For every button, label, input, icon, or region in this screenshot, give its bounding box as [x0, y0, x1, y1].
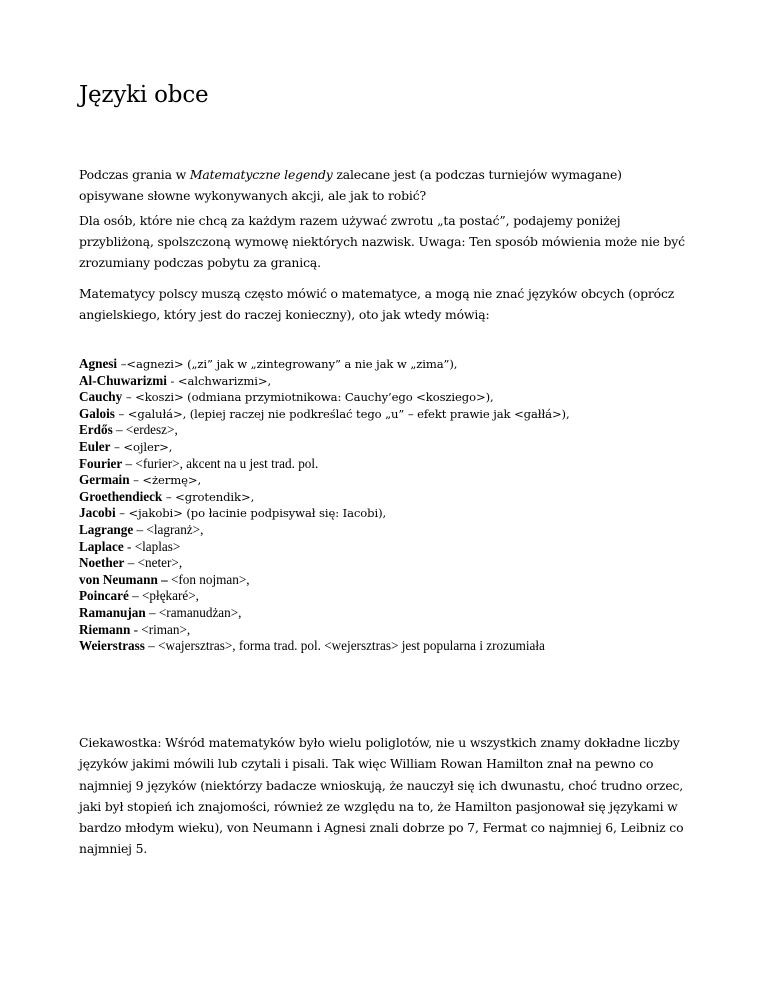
pronunciation-text: – <grotendik>, — [162, 489, 255, 504]
pronunciation-text: – <galułá>, (lepiej raczej nie podkreślać tego „u” – efekt prawie jak <gałłá>), — [114, 406, 570, 421]
intro-paragraph — [79, 164, 689, 206]
mathematician-name: Weierstrass — [79, 638, 145, 654]
pronunciation-text: – <płękaré>, — [128, 588, 199, 604]
list-item — [79, 422, 689, 439]
pronunciation-text: – <koszi> (odmiana przymiotnikowa: Cauchy’ego <kosziego>), — [122, 390, 494, 405]
mathematician-name: Noether — [79, 555, 125, 571]
mathematician-name: Germain — [79, 472, 130, 488]
pronunciation-text: <fon nojman>, — [167, 571, 250, 587]
list-item — [79, 572, 689, 589]
pronunciation-text: – <furier>, akcent na u jest trad. pol. — [122, 455, 319, 471]
pronunciation-text: – <erdesz>, — [112, 422, 178, 438]
list-item — [79, 638, 689, 655]
pronunciation-text: – <lagranż>, — [133, 521, 204, 537]
mathematician-name: Ramanujan — [79, 604, 146, 620]
list-item — [79, 356, 689, 373]
list-item — [79, 389, 689, 406]
list-item — [79, 588, 689, 605]
mathematician-name: Laplace — [79, 538, 124, 554]
mathematician-name: von Neumann – — [79, 571, 168, 587]
list-item — [79, 622, 689, 639]
list-item — [79, 605, 689, 622]
pronunciation-note-paragraph: Dla osób, które nie chcą za każdym razem używać zwrotu „ta postać”, podajemy poniżej przybliżoną, spolszczoną wymowę niektórych nazwisk. Uwaga: Ten sposób mówienia może nie być zrozumiany podczas pobytu za granicą. — [79, 213, 685, 270]
list-item — [79, 373, 689, 390]
pronunciation-text: – <jakobi> (po łacinie podpisywał się: Iacobi), — [115, 506, 387, 521]
pronunciation-list — [79, 356, 689, 655]
pronunciation-text: – <neter>, — [124, 555, 183, 571]
pronunciation-text: - <laplas> — [123, 538, 181, 554]
list-item — [79, 505, 689, 522]
mathematician-name: Poincaré — [79, 588, 129, 604]
pronunciation-text: - <riman>, — [130, 621, 191, 637]
mathematician-name: Fourier — [79, 455, 123, 471]
mathematician-name: Riemann — [79, 621, 131, 637]
polish-mathematicians-paragraph: Matematycy polscy muszą często mówić o matematyce, a mogą nie znać języków obcych (oprócz angielskiego, który jest do raczej konieczny), oto jak wtedy mówią: — [79, 286, 675, 322]
list-item — [79, 472, 689, 489]
list-item — [79, 489, 689, 506]
mathematician-name: Agnesi — [79, 356, 118, 371]
pronunciation-text: –<agnezi> („zi” jak w „zintegrowany” a nie jak w „zima”), — [117, 357, 458, 371]
game-title-emphasis: Matematyczne legendy — [189, 167, 333, 182]
mathematician-name: Lagrange — [79, 521, 134, 537]
pronunciation-text: – <ramanudżan>, — [145, 604, 242, 620]
list-item — [79, 439, 689, 456]
pronunciation-text: – <ojler>, — [110, 439, 173, 454]
mathematician-name: Euler — [79, 438, 111, 454]
mathematician-name: Cauchy — [79, 389, 123, 405]
mathematician-name: Galois — [79, 405, 115, 421]
pronunciation-text: – <żermę>, — [129, 473, 202, 488]
list-item — [79, 456, 689, 473]
mathematician-name: Erdős — [79, 422, 113, 438]
list-item — [79, 539, 689, 556]
mathematician-name: Jacobi — [79, 505, 116, 521]
intro-text-before: Podczas grania w — [79, 167, 190, 182]
mathematician-name: Groethendieck — [79, 488, 163, 504]
list-item — [79, 555, 689, 572]
intro-text-after: zalecane jest (a podczas turniejów wymagane) opisywane słowne wykonywanych akcji, ale jak to robić? — [79, 167, 622, 203]
mathematician-name: Al-Chuwarizmi — [79, 372, 167, 388]
pronunciation-text: – <wajersztras>, forma trad. pol. <wejersztras> jest popularna i zrozumiała — [144, 638, 545, 654]
pronunciation-text: - <alchwarizmi>, — [166, 373, 272, 388]
list-item — [79, 522, 689, 539]
polyglots-trivia-paragraph: Ciekawostka: Wśród matematyków było wielu poliglotów, nie u wszystkich znamy dokładne liczby języków jakimi mówili lub czytali i pisali. Tak więc William Rowan Hamilton znał na pewno co najmniej 9 języków (niektórzy badacze wnioskują, że nauczył się ich dwunastu, choć trudno orzec, jaki był stopień ich znajomości, również ze względu na to, że Hamilton pasjonował się językami w bardzo młodym wieku), von Neumann i Agnesi znali dobrze po 7, Fermat co najmniej 6, Leibniz co najmniej 5. — [79, 735, 684, 857]
page-title: Języki obce — [79, 82, 209, 108]
list-item — [79, 406, 689, 423]
